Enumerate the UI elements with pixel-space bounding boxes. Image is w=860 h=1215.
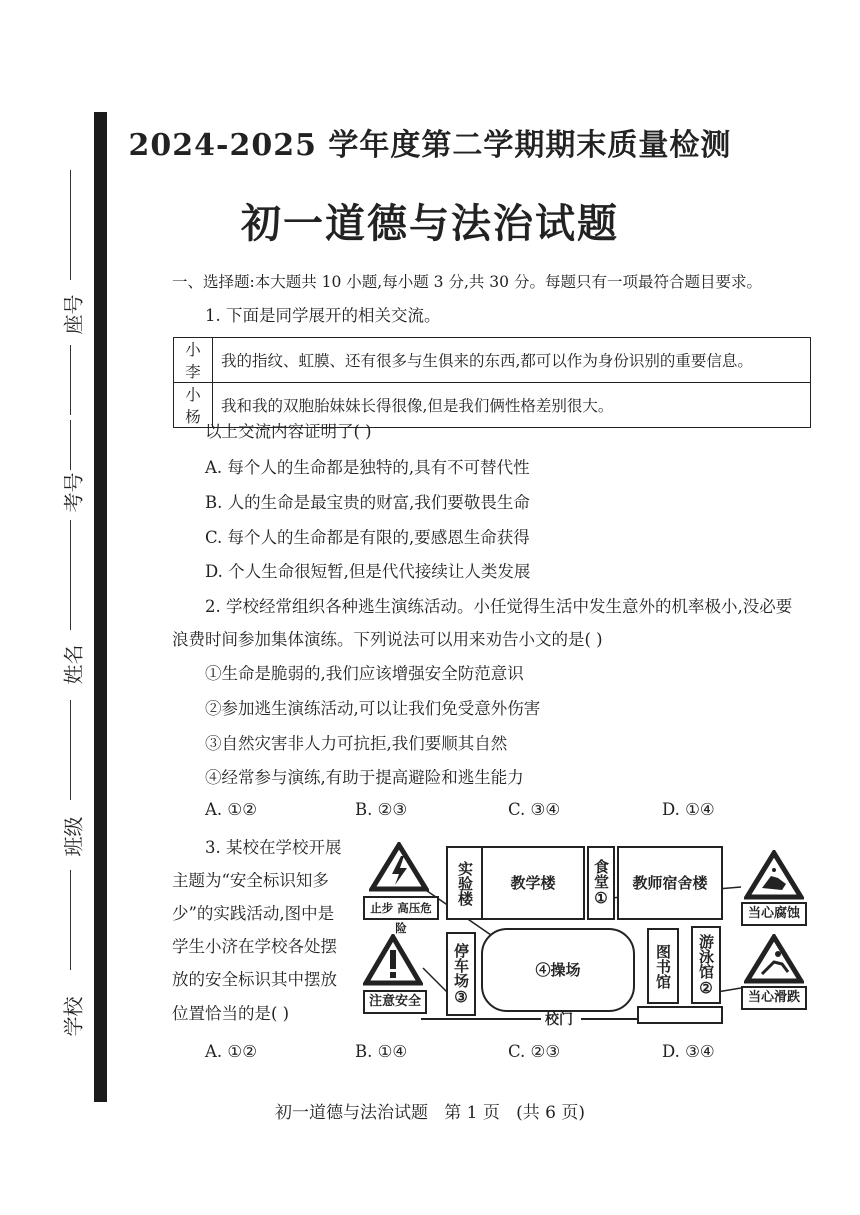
gate-building (637, 1006, 723, 1024)
parking-marker: ③ (454, 987, 468, 1006)
teacher-dorm-building: 教师宿舍楼 (617, 846, 723, 920)
seat-label: 座号 (61, 294, 86, 335)
q3-option-a: A. ①② (205, 1042, 257, 1061)
q1-question: 以上交流内容证明了( ) (205, 422, 372, 441)
q2-stem-line2: 浪费时间参加集体演练。下列说法可以用来劝告小文的是( ) (172, 630, 603, 649)
dialog-speaker: 小李 (174, 338, 213, 383)
exam-no-line (70, 420, 71, 470)
exam-no-line-lower (70, 520, 71, 630)
school-map (355, 840, 815, 1030)
high-voltage-icon (369, 842, 429, 892)
teaching-building: 教学楼 (481, 846, 585, 920)
dialog-speaker: 小杨 (174, 383, 213, 428)
slip-label: 当心滑跌 (741, 986, 807, 1010)
attention-sign (363, 934, 423, 1018)
parking-lot (446, 932, 476, 1016)
q1-option-b: B. 人的生命是最宝贵的财富,我们要敬畏生命 (205, 493, 530, 512)
gate-wall-left (421, 1018, 541, 1020)
q3-option-b: B. ①④ (355, 1042, 408, 1061)
q1-option-a: A. 每个人的生命都是独特的,具有不可替代性 (205, 458, 530, 477)
school-label: 学校 (61, 996, 86, 1037)
q3-stem-line-3: 少”的实践活动,图中是 (172, 904, 335, 923)
q2-stem-line1: 2. 学校经常组织各种逃生演练活动。小任觉得生活中发生意外的机率极小,没必要 (205, 597, 793, 616)
q1-option-c: C. 每个人的生命都是有限的,要感恩生命获得 (205, 528, 530, 547)
q2-item-2: ②参加逃生演练活动,可以让我们免受意外伤害 (205, 699, 541, 718)
slip-sign (741, 934, 807, 1008)
lab-building: 实验楼 (446, 846, 484, 920)
seat-line-lower (70, 345, 71, 415)
exam-title: 2024-2025 学年度第二学期期末质量检测 (128, 128, 732, 163)
pool-label: 游泳馆 (697, 933, 715, 979)
playground: ④操场 (481, 928, 635, 1012)
q3-option-d: D. ③④ (662, 1042, 715, 1061)
corrosion-sign (741, 850, 807, 924)
q3-stem-line-2: 主题为“安全标识知多 (172, 871, 329, 890)
binding-margin-bar (94, 112, 107, 1102)
q3-stem-line-6: 位置恰当的是( ) (172, 1004, 290, 1023)
canteen-marker: ① (594, 889, 608, 907)
section-heading: 一、选择题:本大题共 10 小题,每小题 3 分,共 30 分。每题只有一项最符合题目要求。 (172, 273, 762, 291)
q1-stem: 1. 下面是同学展开的相关交流。 (205, 306, 441, 325)
q2-option-a: A. ①② (205, 800, 257, 819)
q2-option-c: C. ③④ (508, 800, 561, 819)
subject-title: 初一道德与法治试题 (241, 200, 619, 247)
parking-label: 停车场 (452, 942, 470, 988)
q3-stem-line-4: 学生小济在学校各处摆 (172, 937, 337, 956)
class-label: 班级 (61, 816, 86, 857)
gate-wall-right (581, 1018, 637, 1020)
library-building: 图书馆 (647, 928, 679, 1004)
dialog-text: 我和我的双胞胎妹妹长得很像,但是我们俩性格差别很大。 (213, 383, 811, 428)
high-voltage-sign (363, 842, 435, 935)
swimming-pool-building (691, 926, 721, 1004)
slip-icon (744, 934, 804, 984)
name-label: 姓名 (61, 644, 86, 685)
page-footer: 初一道德与法治试题 第 1 页 (共 6 页) (275, 1103, 585, 1123)
q2-option-b: B. ②③ (355, 800, 408, 819)
name-line (70, 700, 71, 800)
q2-item-4: ④经常参与演练,有助于提高避险和逃生能力 (205, 768, 524, 787)
gate-label: 校门 (545, 1012, 573, 1028)
exam-no-label: 考号 (61, 472, 86, 513)
corrosion-icon (744, 850, 804, 900)
class-line (70, 870, 71, 970)
canteen-label: 食堂 (592, 859, 610, 889)
q3-stem-line-5: 放的安全标识其中摆放 (172, 970, 337, 989)
q3-stem-line-1: 3. 某校在学校开展 (205, 838, 342, 857)
corrosion-label: 当心腐蚀 (741, 902, 807, 926)
attention-label: 注意安全 (363, 990, 427, 1014)
q1-dialog-table (173, 337, 811, 428)
dialog-text: 我的指纹、虹膜、还有很多与生俱来的东西,都可以作为身份识别的重要信息。 (213, 338, 811, 383)
canteen-building (587, 846, 615, 920)
dialog-row (174, 338, 811, 383)
q2-item-1: ①生命是脆弱的,我们应该增强安全防范意识 (205, 664, 524, 683)
q3-option-c: C. ②③ (508, 1042, 561, 1061)
q2-option-d: D. ①④ (662, 800, 715, 819)
high-voltage-label: 止步 高压危险 (363, 896, 439, 920)
warning-icon (363, 934, 423, 986)
q1-option-d: D. 个人生命很短暂,但是代代接续让人类发展 (205, 562, 531, 581)
pool-marker: ② (699, 978, 713, 997)
q2-item-3: ③自然灾害非人力可抗拒,我们要顺其自然 (205, 734, 508, 753)
